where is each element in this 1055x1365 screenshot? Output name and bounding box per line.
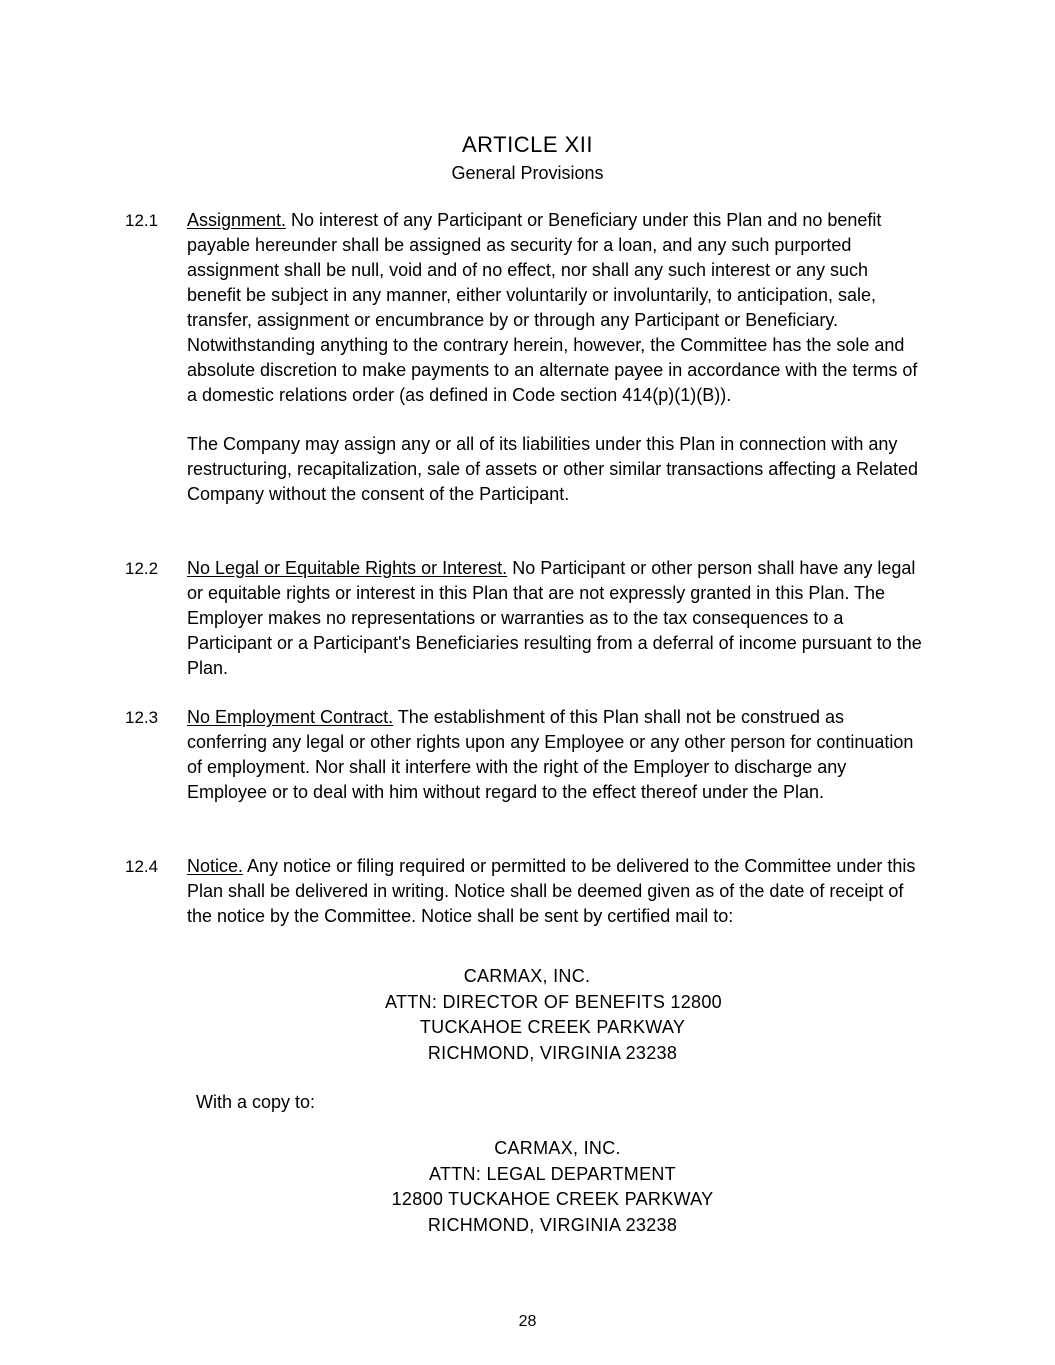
section-text: The establishment of this Plan shall not be construed as conferring any legal or other rights upon any Employee or any other person for continuation of employment. Nor shall it interfere with the right of the Employer to discharge any Employee or to deal with him without regard to the effect thereof under the Plan.: [187, 707, 914, 802]
copy-label: With a copy to:: [196, 1092, 316, 1112]
article-title: ARTICLE XII: [461, 132, 594, 157]
address-line: ATTN: DIRECTOR OF BENEFITS 12800: [384, 991, 722, 1012]
section-body: [187, 705, 922, 805]
address-line: RICHMOND, VIRGINIA 23238: [427, 1042, 678, 1063]
section-number: 12.3: [125, 708, 159, 727]
address-copy: [0, 1136, 1055, 1238]
address-line: 12800 TUCKAHOE CREEK PARKWAY: [391, 1189, 714, 1209]
page-number: 28: [518, 1313, 537, 1330]
section-paragraph: [187, 208, 922, 408]
section-body: [187, 208, 922, 507]
section-text: No interest of any Participant or Beneficiary under this Plan and no benefit payable hereunder shall be assigned as security for a loan, and any such purported assignment shall be null, void and of no effect, nor shall any such interest or any such benefit be subject in any manner, either voluntarily or involuntarily, to anticipation, sale, transfer, assignment or encumbrance by or through any Participant or Beneficiary. Notwithstanding anything to the contrary herein, however, the Committee has the sole and absolute discretion to make payments to an alternate payee in accordance with the terms of a domestic relations order (as defined in Code section 414(p)(1)(B)).: [187, 210, 918, 405]
section-heading: Assignment.: [187, 210, 287, 230]
section-heading: Notice.: [187, 856, 244, 876]
section-text: No Participant or other person shall have any legal or equitable rights or interest in this Plan that are not expressly granted in this Plan. The Employer makes no representations or warranties as to the tax consequences to a Participant or a Participant's Beneficiaries resulting from a deferral of income pursuant to the Plan.: [187, 558, 922, 678]
address-primary: [0, 964, 1055, 1066]
section-body: [187, 556, 922, 681]
section-paragraph: [187, 556, 922, 681]
address-line: RICHMOND, VIRGINIA 23238: [427, 1214, 678, 1235]
section-paragraph: [187, 705, 922, 805]
address-line: TUCKAHOE CREEK PARKWAY: [419, 1017, 686, 1037]
section-body: [187, 854, 922, 929]
address-line: CARMAX, INC.: [494, 1138, 621, 1158]
address-line: CARMAX, INC.: [463, 966, 591, 986]
article-subtitle: General Provisions: [451, 163, 604, 183]
section-number: 12.2: [125, 559, 159, 578]
section-paragraph: [187, 854, 922, 929]
section-number: 12.4: [125, 857, 159, 876]
section-number: 12.1: [125, 211, 159, 230]
section-heading: No Legal or Equitable Rights or Interest.: [187, 558, 508, 578]
section-paragraph: The Company may assign any or all of its liabilities under this Plan in connection with any restructuring, recapitalization, sale of assets or other similar transactions affecting a Related Company without the consent of the Participant.: [187, 434, 919, 504]
address-line: ATTN: LEGAL DEPARTMENT: [429, 1163, 676, 1184]
section-text: Any notice or filing required or permitted to be delivered to the Committee under this Plan shall be delivered in writing. Notice shall be deemed given as of the date of receipt of the notice by the Committee. Notice shall be sent by certified mail to:: [187, 856, 916, 926]
section-heading: No Employment Contract.: [187, 707, 394, 727]
